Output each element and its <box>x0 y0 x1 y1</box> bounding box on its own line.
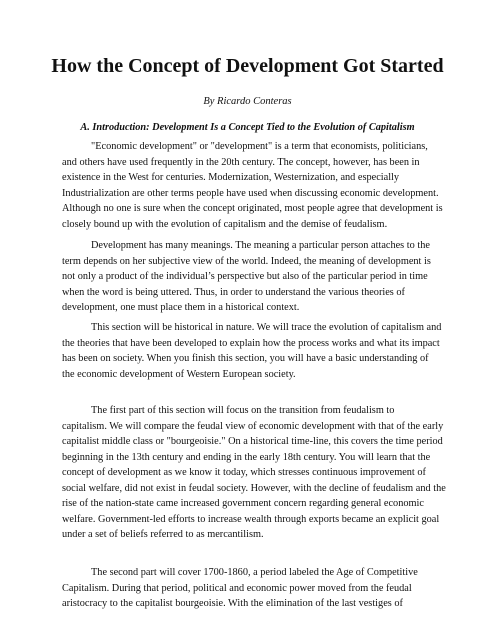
paragraph-line: has been on society. When you finish this section, you will have a basic understanding of <box>62 353 429 364</box>
paragraph-line: The second part will cover 1700-1860, a period labeled the Age of Competitive <box>91 567 418 578</box>
paragraph-line: Although no one is sure when the concept originated, most people agree that development is <box>62 203 443 214</box>
paragraph-line: capitalist middle class or "bourgeoisie." On a historical time-line, this covers the time period <box>62 436 443 447</box>
paragraph-5 <box>62 565 462 612</box>
paragraph-line: concept of development as we know it today, which stresses continuous improvement of <box>62 467 426 478</box>
paragraph-line: beginning in the 13th century and ending in the early 18th century. You will learn that the <box>62 451 431 463</box>
document-title: How the Concept of Development Got Started <box>51 55 444 77</box>
paragraph-line: the theories that have been developed to explain how the process works and what its impact <box>62 337 440 349</box>
paragraph-line: not only a product of the individual’s perspective but also of the particular period in time <box>62 271 428 282</box>
paragraph-line: welfare. Government-led efforts to increase wealth through exports became an explicit goal <box>62 513 440 525</box>
paragraph-line: rise of the nation-state came increased government concern regarding general economic <box>62 498 424 509</box>
paragraph-4 <box>62 403 462 543</box>
paragraph-3 <box>62 320 462 382</box>
author-byline: By Ricardo Conteras <box>203 96 292 107</box>
paragraph-line: Industrialization are other terms people have used when discussing economic development. <box>62 187 439 199</box>
paragraph-line: capitalism. We will compare the feudal view of economic development with that of the early <box>62 420 444 432</box>
paragraph-line: The first part of this section will focus on the transition from feudalism to <box>91 405 395 416</box>
paragraph-line: Capitalism. During that period, political and economic power moved from the feudal <box>62 582 412 594</box>
paragraph-line: closely bound up with the evolution of capitalism and the demise of feudalism. <box>62 218 388 230</box>
paragraph-line: development, one must place them in a historical context. <box>62 302 300 313</box>
paragraph-line: This section will be historical in nature. We will trace the evolution of capitalism and <box>91 322 442 333</box>
section-heading: A. Introduction: Development Is a Concept Tied to the Evolution of Capitalism <box>80 122 415 133</box>
paragraph-line: social welfare, did not exist in feudal society. However, with the decline of feudalism and the <box>62 482 446 494</box>
paragraph-line: when the word is being uttered. Thus, in order to understand the various theories of <box>62 286 405 298</box>
paragraph-1 <box>62 139 462 232</box>
paragraph-line: Development has many meanings. The meaning a particular person attaches to the <box>91 240 430 251</box>
paragraph-line: the economic development of Western European society. <box>62 368 296 380</box>
paragraph-2 <box>62 238 462 316</box>
paragraph-line: under a set of beliefs referred to as mercantilism. <box>62 529 264 540</box>
paragraph-line: "Economic development" or "development" is a term that economists, politicians, <box>91 141 428 152</box>
paragraph-line: term depends on her subjective view of the world. Indeed, the meaning of development is <box>62 255 431 267</box>
paragraph-line: and others have used frequently in the 20th century. The concept, however, has been in <box>62 156 420 168</box>
paragraph-line: existence in the West for centuries. Modernization, Westernization, and especially <box>62 172 400 183</box>
paragraph-line: aristocracy to the capitalist bourgeoisie. With the elimination of the last vestiges of <box>62 598 403 609</box>
